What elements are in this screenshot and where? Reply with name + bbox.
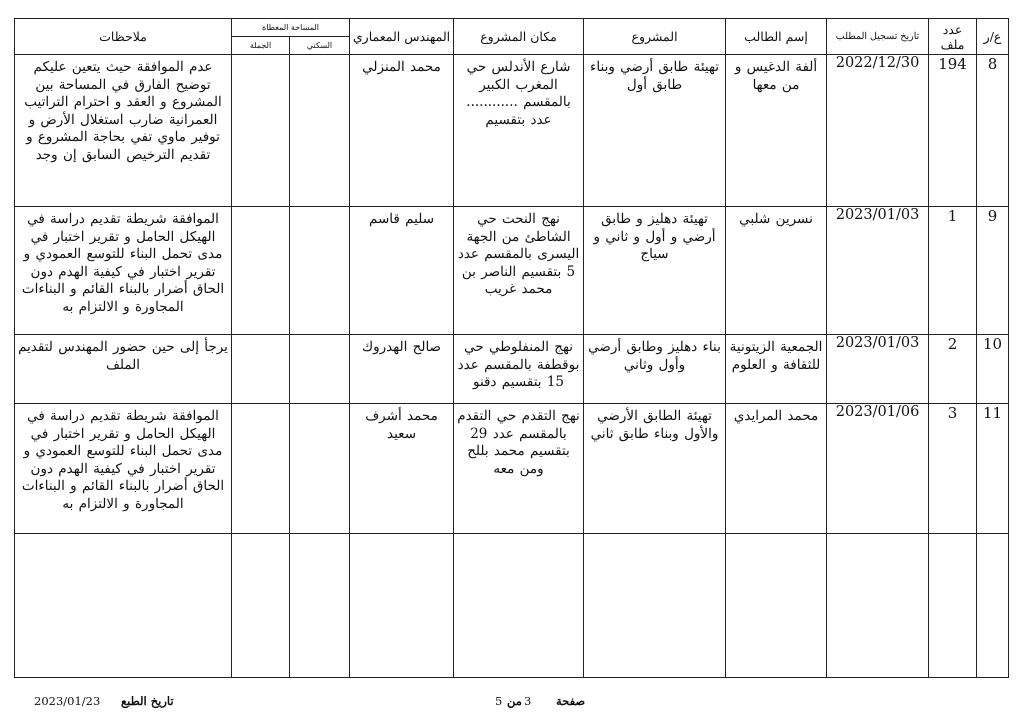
row-file-number: 3 bbox=[929, 404, 977, 534]
row-architect: محمد المنزلي bbox=[362, 59, 441, 75]
header-area-total: الجملة bbox=[232, 37, 290, 55]
row-index: 8 bbox=[977, 55, 1009, 207]
row-architect: سليم قاسم bbox=[369, 211, 435, 227]
permits-table bbox=[14, 18, 1009, 678]
header-index: ع/ر bbox=[977, 19, 1009, 55]
row-area-total bbox=[232, 55, 290, 207]
row-file-number: 194 bbox=[929, 55, 977, 207]
row-architect: صالح الهدروك bbox=[361, 339, 442, 355]
row-location: نهج التقدم حي التقدم بالمقسم عدد 29 بتقسيم محمد بللح ومن معه bbox=[457, 408, 580, 477]
header-registration-date: تاريخ تسجيل المطلب bbox=[827, 19, 929, 55]
table-row bbox=[15, 335, 1009, 404]
row-date: 2023/01/03 bbox=[827, 335, 929, 404]
page-total: 5 bbox=[495, 694, 503, 708]
page-number: 3 bbox=[524, 694, 532, 708]
print-date-label: تاريخ الطبع bbox=[121, 694, 174, 708]
row-location: نهج المنفلوطي حي بوقطفة بالمقسم عدد 15 بتقسيم دقنو bbox=[457, 339, 580, 390]
header-applicant: إسم الطالب bbox=[726, 19, 827, 55]
header-architect: المهندس المعماري bbox=[350, 19, 454, 55]
row-applicant: محمد المرايدي bbox=[733, 408, 819, 424]
row-applicant: ألفة الدغيس و من معها bbox=[734, 59, 818, 93]
row-area-total bbox=[232, 335, 290, 404]
row-date: 2023/01/06 bbox=[827, 404, 929, 534]
row-date: 2022/12/30 bbox=[827, 55, 929, 207]
row-location: نهج النحت حي الشاطئ من الجهة اليسرى بالمقسم عدد 5 بتقسيم الناصر بن محمد غريب bbox=[457, 211, 580, 297]
row-index: 10 bbox=[977, 335, 1009, 404]
table-row bbox=[15, 207, 1009, 335]
row-project: تهيئة الطابق الأرضي والأول وبناء طابق ثاني bbox=[590, 408, 719, 442]
row-area-residential bbox=[290, 55, 350, 207]
page-footer bbox=[0, 694, 1024, 710]
page-of-label: من bbox=[507, 694, 522, 708]
row-file-number: 2 bbox=[929, 335, 977, 404]
header-area-residential: السكني bbox=[290, 37, 350, 55]
table-row bbox=[15, 55, 1009, 207]
row-notes: الموافقة شريطة تقديم دراسة في الهيكل الحامل و تقرير اختبار في مدى تحمل البناء للتوسع العمودي و تقرير اختبار في كيفية الهدم دون الحاق أضرار بالبناء القائم و البناءات المجاورة و الالتزام به bbox=[21, 211, 225, 315]
print-date: 2023/01/23 bbox=[34, 694, 101, 708]
row-project: بناء دهليز وطابق أرضي وأول وثاني bbox=[588, 339, 721, 373]
table-row-empty bbox=[15, 534, 1009, 678]
header-covered-area: المساحة المغطاة bbox=[232, 19, 350, 37]
table-row bbox=[15, 404, 1009, 534]
row-location: شارع الأندلس حي المغرب الكبير بالمقسم ............ عدد بتقسيم bbox=[466, 59, 571, 128]
row-applicant: الجمعية الزيتونية للثقافة و العلوم bbox=[729, 339, 823, 373]
row-area-residential bbox=[290, 404, 350, 534]
header-project: المشروع bbox=[584, 19, 726, 55]
row-project: تهيئة طابق أرضي وبناء طابق أول bbox=[590, 59, 719, 93]
row-file-number: 1 bbox=[929, 207, 977, 335]
row-area-residential bbox=[290, 207, 350, 335]
header-notes: ملاحظات bbox=[15, 19, 232, 55]
header-location: مكان المشروع bbox=[454, 19, 584, 55]
row-area-total bbox=[232, 404, 290, 534]
row-notes: الموافقة شريطة تقديم دراسة في الهيكل الحامل و تقرير اختبار في مدى تحمل البناء للتوسع العمودي و تقرير اختبار في كيفية الهدم دون الحاق أضرار بالبناء القائم و البناءات المجاورة و الالتزام به bbox=[21, 408, 225, 512]
register-sheet bbox=[14, 18, 1008, 680]
row-area-residential bbox=[290, 335, 350, 404]
row-notes: عدم الموافقة حيث يتعين عليكم توضيح الفارق في المساحة بين المشروع و العقد و احترام التراتيب العمرانية ضارب استغلال الأرض و توفير ماوي تفي بحاجة المشروع و تقديم الترخيص السابق إن وجد bbox=[24, 59, 222, 163]
row-index: 11 bbox=[977, 404, 1009, 534]
row-project: تهيئة دهليز و طابق أرضي و أول و ثاني و سياج bbox=[593, 211, 716, 262]
header-file-number: عدد ملف bbox=[929, 19, 977, 55]
row-applicant: نسرين شلبي bbox=[739, 211, 813, 227]
row-notes: يرجأ إلى حين حضور المهندس لتقديم الملف bbox=[18, 339, 228, 373]
row-area-total bbox=[232, 207, 290, 335]
row-architect: محمد أشرف سعيد bbox=[365, 408, 438, 442]
page-label: صفحة bbox=[556, 694, 586, 708]
row-index: 9 bbox=[977, 207, 1009, 335]
row-date: 2023/01/03 bbox=[827, 207, 929, 335]
